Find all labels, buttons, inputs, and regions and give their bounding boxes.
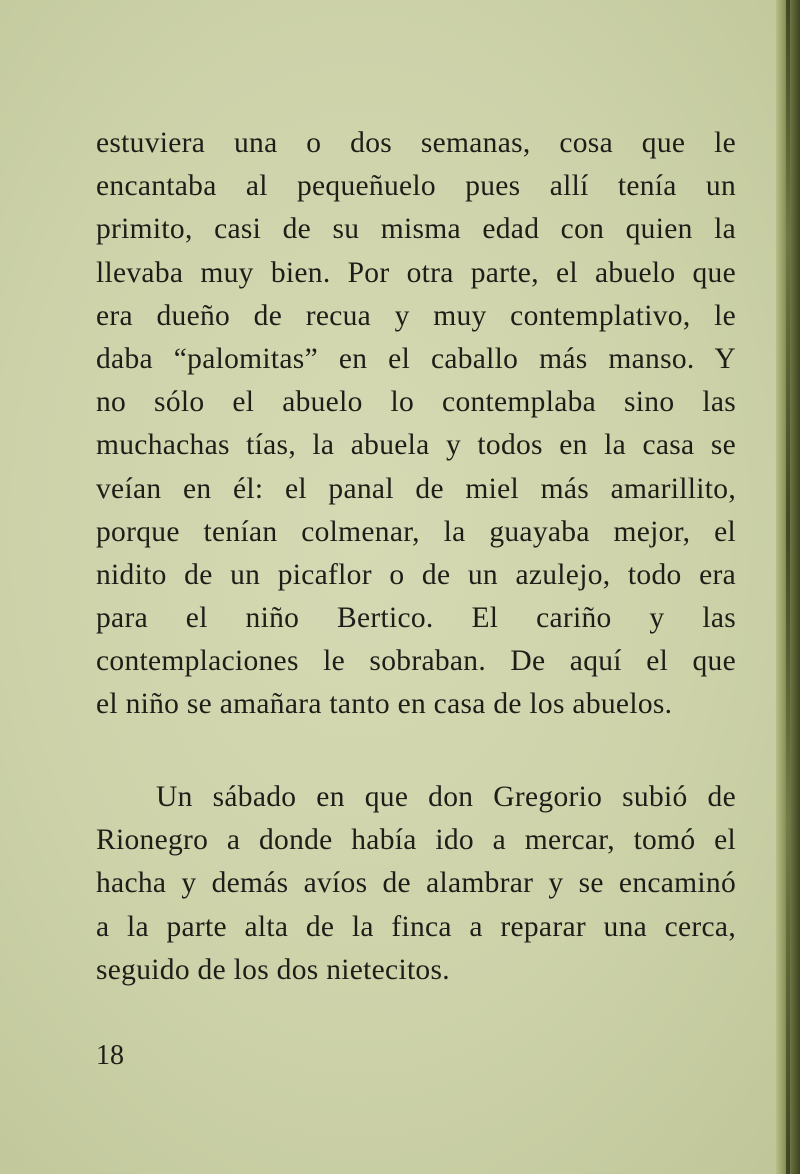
text-line: muchachas tías, la abuela y todos en la casa se xyxy=(96,429,736,462)
text-line: veían en él: el panal de miel más amarillito, xyxy=(96,472,736,505)
text-line: Rionegro a donde había ido a mercar, tomó el xyxy=(96,824,736,857)
text-line: hacha y demás avíos de alambrar y se encaminó xyxy=(96,867,736,900)
text-line: era dueño de recua y muy contemplativo, le xyxy=(96,299,736,332)
text-line: nidito de un picaflor o de un azulejo, todo era xyxy=(96,558,736,591)
text-line: primito, casi de su misma edad con quien la xyxy=(96,213,736,246)
text-line: llevaba muy bien. Por otra parte, el abuelo que xyxy=(96,256,736,289)
binding-shadow xyxy=(786,0,790,1174)
text-line: estuviera una o dos semanas, cosa que le xyxy=(96,127,736,159)
text-line: seguido de los dos nietecitos. xyxy=(96,953,450,986)
text-line: Un sábado en que don Gregorio subió de xyxy=(156,781,736,813)
text-line: a la parte alta de la finca a reparar una cerca, xyxy=(96,910,736,943)
text-line: daba “palomitas” en el caballo más manso. Y xyxy=(96,342,736,375)
paragraph-1 xyxy=(96,122,736,727)
text-line: el niño se amañara tanto en casa de los abuelos. xyxy=(96,688,673,721)
text-line: para el niño Bertico. El cariño y las xyxy=(96,602,736,635)
paragraph-2 xyxy=(96,776,736,992)
text-line: encantaba al pequeñuelo pues allí tenía un xyxy=(96,170,736,203)
text-line: porque tenían colmenar, la guayaba mejor, el xyxy=(96,515,736,548)
text-line: no sólo el abuelo lo contemplaba sino las xyxy=(96,386,736,419)
page-number: 18 xyxy=(96,1040,124,1071)
text-line: contemplaciones le sobraban. De aquí el que xyxy=(96,645,736,678)
